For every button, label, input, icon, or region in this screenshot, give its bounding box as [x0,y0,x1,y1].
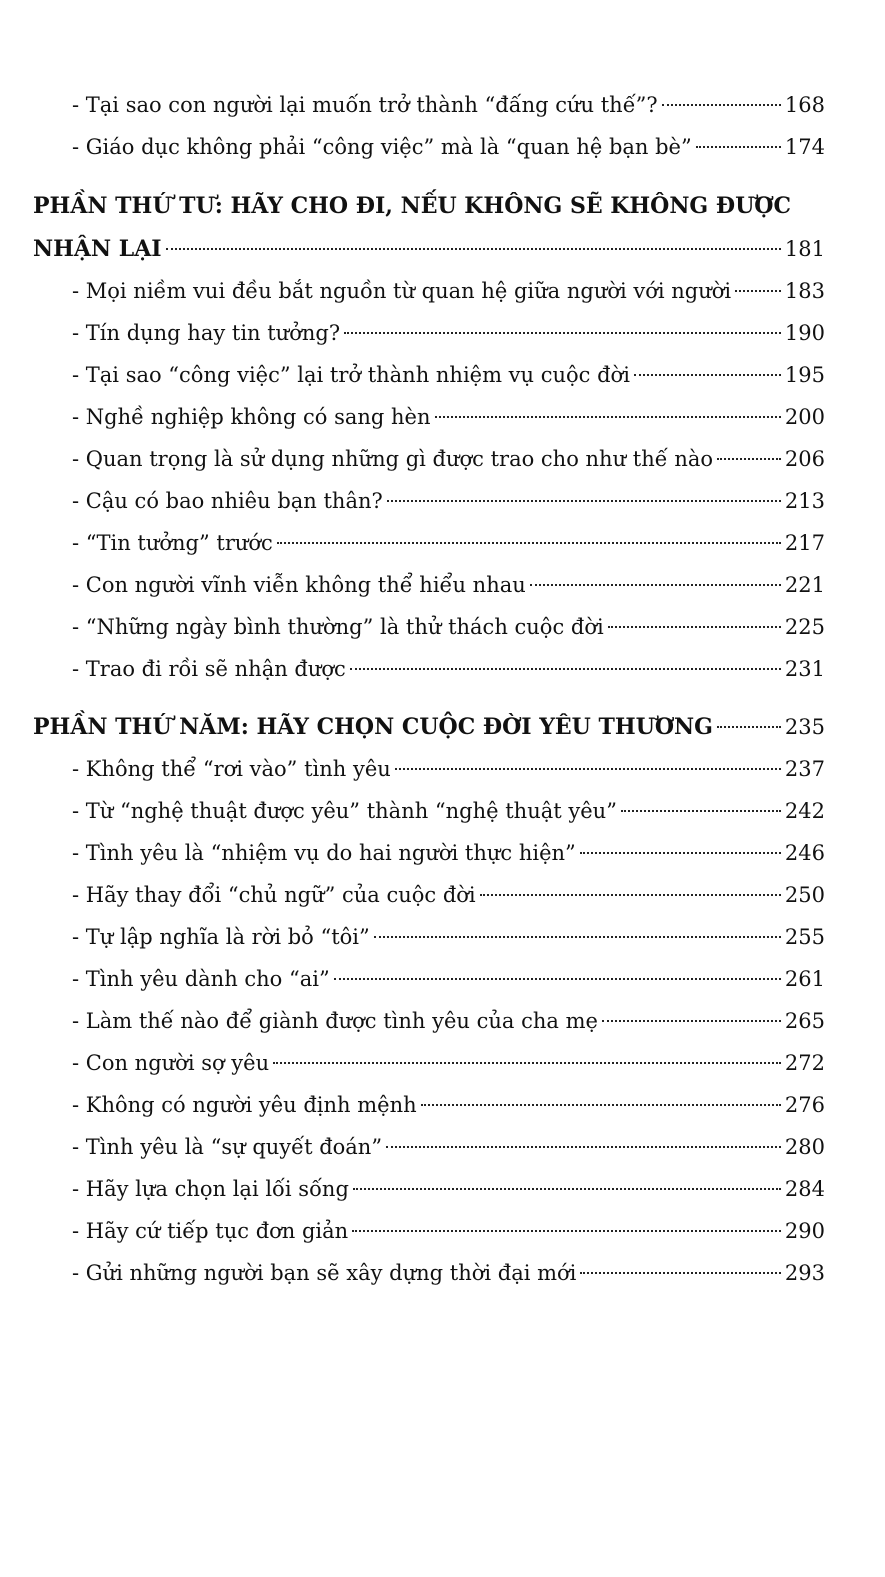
toc-entry-page: 276 [784,1093,825,1117]
dot-leader [334,978,781,980]
dot-leader [273,1062,781,1064]
dot-leader [717,726,781,728]
toc-entry-page: 183 [784,279,825,303]
toc-entry-page: 174 [784,135,825,159]
toc-entry[interactable] [72,570,825,600]
toc-entry-page: 246 [784,841,825,865]
toc-entry-title: - Con người vĩnh viễn không thể hiểu nhau [72,573,526,597]
dot-leader [386,1146,781,1148]
toc-entry[interactable] [72,1090,825,1120]
toc-entry-page: 225 [784,615,825,639]
toc-entry-title: - Tình yêu là “nhiệm vụ do hai người thực hiện” [72,841,576,865]
toc-entry-page: 290 [784,1219,825,1243]
dot-leader [166,248,781,250]
toc-entry-title: - Tại sao “công việc” lại trở thành nhiệm vụ cuộc đời [72,363,630,387]
toc-entry-title: - Hãy lựa chọn lại lối sống [72,1177,349,1201]
part5-heading-title: PHẦN THỨ NĂM: HÃY CHỌN CUỘC ĐỜI YÊU THƯƠNG [33,714,713,740]
toc-entry-page: 237 [784,757,825,781]
toc-entry[interactable] [72,132,825,162]
toc-entry-page: 250 [784,883,825,907]
dot-leader [662,104,781,106]
part4-page: 181 [784,237,825,261]
dot-leader [580,1272,781,1274]
toc-entry-title: - Mọi niềm vui đều bắt nguồn từ quan hệ giữa người với người [72,279,732,303]
toc-entry-title: - Không thể “rơi vào” tình yêu [72,757,391,781]
toc-entry-title: - Từ “nghệ thuật được yêu” thành “nghệ thuật yêu” [72,799,617,823]
dot-leader [580,852,781,854]
dot-leader [352,1230,781,1232]
dot-leader [344,332,781,334]
dot-leader [608,626,781,628]
toc-entry-page: 272 [784,1051,825,1075]
toc-entry-page: 231 [784,657,825,681]
toc-entry[interactable] [72,1132,825,1162]
toc-entry-title: - Hãy thay đổi “chủ ngữ” của cuộc đời [72,883,476,907]
toc-entry-page: 293 [784,1261,825,1285]
toc-entry-page: 213 [784,489,825,513]
part5-page: 235 [784,715,825,739]
toc-entry[interactable] [72,90,825,120]
toc-entry-title: - “Những ngày bình thường” là thử thách cuộc đời [72,615,604,639]
dot-leader [353,1188,781,1190]
toc-entry[interactable] [72,1216,825,1246]
toc-entry-title: - “Tin tưởng” trước [72,531,273,555]
dot-leader [350,668,781,670]
toc-entry-page: 190 [784,321,825,345]
dot-leader [696,146,781,148]
dot-leader [717,458,781,460]
toc-entry-title: - Tình yêu là “sự quyết đoán” [72,1135,383,1159]
toc-entry[interactable] [72,486,825,516]
toc-entry-page: 206 [784,447,825,471]
dot-leader [421,1104,781,1106]
toc-entry[interactable] [72,964,825,994]
toc-entry-title: - Gửi những người bạn sẽ xây dựng thời đại mới [72,1261,577,1285]
toc-entry-title: - Trao đi rồi sẽ nhận được [72,657,346,681]
toc-entry[interactable] [72,754,825,784]
toc-entry-title: - Quan trọng là sử dụng những gì được trao cho như thế nào [72,447,714,471]
dot-leader [435,416,781,418]
toc-entry-page: 265 [784,1009,825,1033]
toc-entry-title: - Không có người yêu định mệnh [72,1093,417,1117]
dot-leader [480,894,781,896]
toc-entry-page: 261 [784,967,825,991]
toc-entry-title: - Tình yêu dành cho “ai” [72,967,330,991]
toc-entry[interactable] [72,880,825,910]
toc-entry-title: - Con người sợ yêu [72,1051,270,1075]
toc-entry[interactable] [72,654,825,684]
dot-leader [277,542,781,544]
toc-entry[interactable] [72,276,825,306]
toc-entry[interactable] [72,402,825,432]
toc-entry-page: 280 [784,1135,825,1159]
toc-entry-title: - Tín dụng hay tin tưởng? [72,321,341,345]
toc-entry[interactable] [72,922,825,952]
part4-heading-line1: PHẦN THỨ TƯ: HÃY CHO ĐI, NẾU KHÔNG SẼ KHÔNG ĐƯỢC [33,193,791,219]
toc-entry-title: - Nghề nghiệp không có sang hèn [72,405,431,429]
dot-leader [387,500,781,502]
dot-leader [374,936,781,938]
toc-entry-page: 221 [784,573,825,597]
toc-entry[interactable] [72,528,825,558]
dot-leader [634,374,781,376]
toc-entry-title: - Giáo dục không phải “công việc” mà là “quan hệ bạn bè” [72,135,692,159]
toc-entry-page: 168 [784,93,825,117]
toc-entry[interactable] [72,444,825,474]
toc-entry-title: - Tự lập nghĩa là rời bỏ “tôi” [72,925,370,949]
toc-entry-title: - Cậu có bao nhiêu bạn thân? [72,489,383,513]
toc-entry[interactable] [72,1174,825,1204]
toc-entry-title: - Làm thế nào để giành được tình yêu của cha mẹ [72,1009,598,1033]
toc-entry-page: 195 [784,363,825,387]
dot-leader [395,768,781,770]
dot-leader [621,810,781,812]
dot-leader [602,1020,781,1022]
toc-entry[interactable] [72,612,825,642]
toc-entry[interactable] [72,1258,825,1288]
toc-entry-page: 217 [784,531,825,555]
toc-entry[interactable] [72,1048,825,1078]
toc-entry-page: 284 [784,1177,825,1201]
toc-entry-title: - Hãy cứ tiếp tục đơn giản [72,1219,349,1243]
dot-leader [735,290,781,292]
toc-entry-page: 200 [784,405,825,429]
part4-heading[interactable] [33,234,825,264]
toc-entry[interactable] [72,838,825,868]
toc-entry[interactable] [72,1006,825,1036]
part5-heading[interactable] [33,712,825,742]
part4-heading-line2: NHẬN LẠI [33,236,162,262]
toc-entry-title: - Tại sao con người lại muốn trở thành “đấng cứu thế”? [72,93,658,117]
toc-entry[interactable] [72,796,825,826]
toc-entry-page: 255 [784,925,825,949]
dot-leader [530,584,781,586]
toc-entry[interactable] [72,318,825,348]
toc-entry[interactable] [72,360,825,390]
toc-entry-page: 242 [784,799,825,823]
